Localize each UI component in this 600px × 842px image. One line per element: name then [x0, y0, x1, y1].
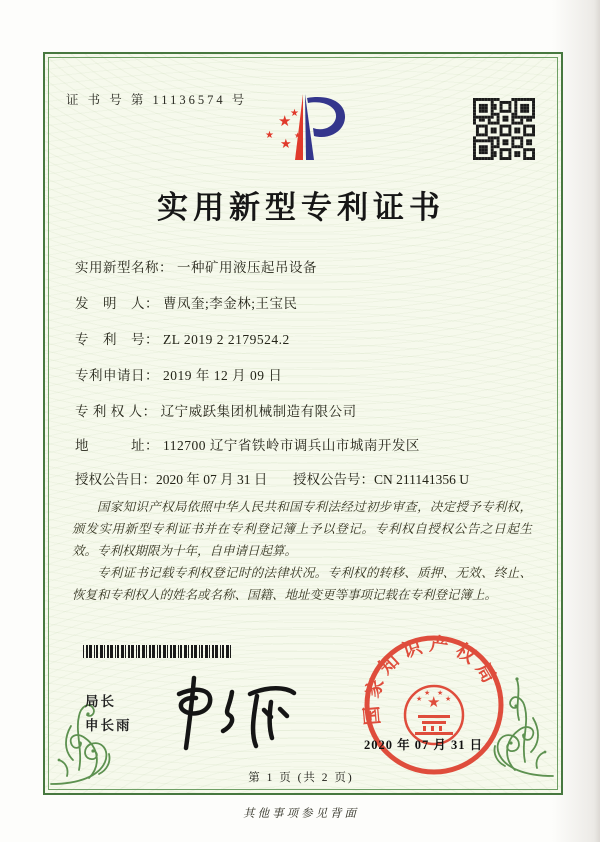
signer-name: 申长雨 [85, 718, 132, 733]
svg-text:★: ★ [416, 695, 423, 703]
logo-star-icon: ★ [290, 108, 299, 119]
barcode-icon [83, 645, 233, 658]
signer-title: 局长 [85, 694, 116, 709]
logo-star-icon: ★ [294, 131, 302, 140]
field-label: 实用新型名称： [75, 260, 173, 275]
page-number: 第 1 页 (共 2 页) [248, 772, 354, 784]
logo-star-icon: ★ [280, 137, 292, 152]
field-value: ZL 2019 2 2179524.2 [163, 332, 290, 347]
field-patentee [75, 400, 357, 420]
field-label: 专 利 权 人： [75, 404, 157, 419]
svg-text:★: ★ [445, 695, 452, 703]
field-label: 地 址： [75, 438, 159, 453]
field-patent-number [75, 328, 290, 348]
seal-ring-text: 国家知识产权局 [361, 634, 503, 726]
seal-date: 2020 年 07 月 31 日 [364, 738, 484, 752]
field-address [75, 434, 420, 454]
svg-text:★: ★ [437, 689, 444, 697]
field-filing-date [75, 364, 282, 384]
signer-block [85, 690, 132, 738]
field-label: 专利申请日： [75, 368, 159, 383]
field-label: 专 利 号： [75, 332, 159, 347]
logo-star-icon: ★ [265, 130, 274, 141]
grant-date-label: 授权公告日： [75, 472, 156, 487]
grant-number-value: CN 211141356 U [374, 472, 470, 487]
certificate-title: 实用新型专利证书 [157, 190, 445, 225]
field-label: 发 明 人： [75, 296, 159, 311]
grant-date-value: 2020 年 07 月 31 日 [156, 472, 268, 487]
qr-code-icon [473, 98, 535, 160]
cnipa-red-seal [360, 631, 508, 779]
grant-row [75, 468, 470, 488]
cnipa-logo-icon [256, 90, 352, 166]
svg-text:国家知识产权局 [360, 632, 503, 726]
grant-number [293, 468, 469, 488]
logo-star-icon: ★ [278, 112, 292, 130]
svg-text:★: ★ [427, 693, 441, 711]
certificate-number: 证 书 号 第 11136574 号 [66, 93, 248, 107]
field-value: 112700 辽宁省铁岭市调兵山市城南开发区 [163, 438, 420, 453]
field-inventors [75, 292, 298, 312]
legal-text [72, 496, 532, 606]
field-value: 辽宁威跃集团机械制造有限公司 [160, 404, 357, 419]
grant-number-label: 授权公告号： [293, 472, 374, 487]
field-value: 一种矿用液压起吊设备 [177, 260, 317, 275]
field-utility-model-name [75, 256, 317, 276]
handwritten-signature [158, 664, 313, 759]
svg-text:★: ★ [424, 689, 431, 697]
legal-paragraph-1: 国家知识产权局依照中华人民共和国专利法经过初步审查，决定授予专利权，颁发实用新型专利证书并在专利登记簿上予以登记。专利权自授权公告之日起生效。专利权期限为十年，自申请日起算。 [72, 500, 532, 558]
field-value: 2019 年 12 月 09 日 [163, 368, 283, 383]
footer-note: 其他事项参见背面 [243, 808, 359, 820]
legal-paragraph-2: 专利证书记载专利权登记时的法律状况。专利权的转移、质押、无效、终止、恢复和专利权人的姓名或名称、国籍、地址变更等事项记载在专利登记簿上。 [72, 566, 532, 602]
field-value: 曹凤奎;李金林;王宝民 [163, 296, 298, 311]
